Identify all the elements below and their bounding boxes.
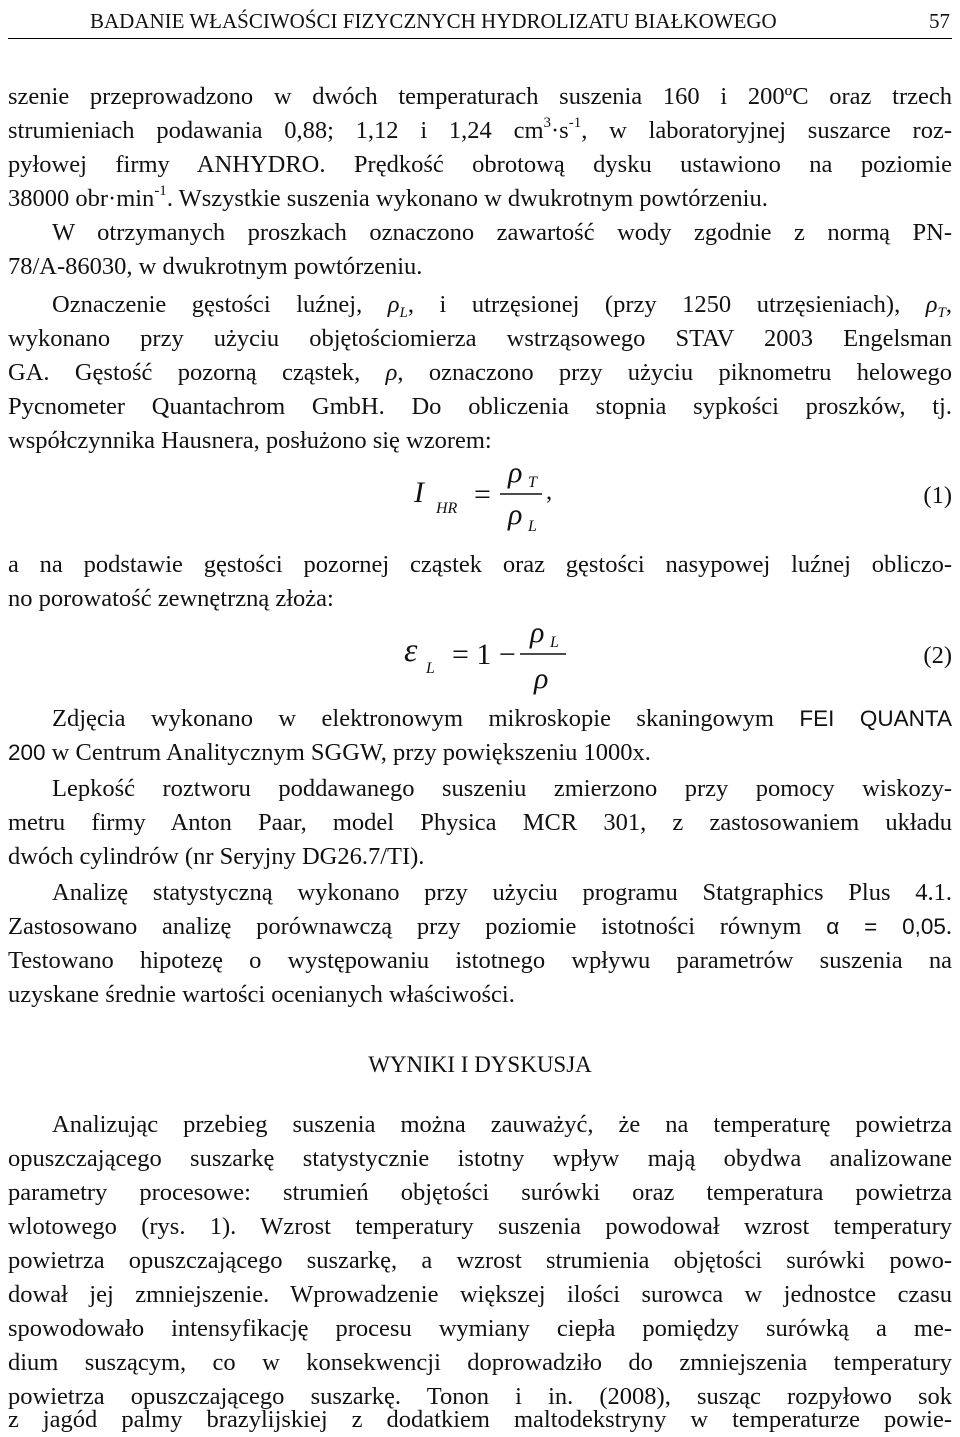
text-line: a na podstawie gęstości pozornej cząstek oraz gęstości nasypowej luźnej obliczo- [8, 551, 952, 578]
text-line: spowodowało intensyfikację procesu wymiany ciepła pomiędzy surówką a me- [8, 1315, 952, 1342]
text-line: Zdjęcia wykonano w elektronowym mikroskopie skaningowym FEI QUANTA [52, 705, 953, 732]
text-line: 200 w Centrum Analitycznym SGGW, przy powiększeniu 1000x. [8, 739, 651, 766]
text-line: uzyskane średnie wartości ocenianych właściwości. [8, 981, 515, 1008]
running-title: BADANIE WŁAŚCIWOŚCI FIZYCZNYCH HYDROLIZATU BIAŁKOWEGO [90, 9, 777, 33]
fraction-bar [520, 652, 566, 656]
text-line: metru firmy Anton Paar, model Physica MCR 301, z zastosowaniem układu [8, 809, 952, 836]
text-line: z jagód palmy brazylijskiej z dodatkiem maltodekstryny w temperaturze powie- [8, 1406, 952, 1433]
text-line: dował jej zmniejszenie. Wprowadzenie większej ilości surowca w jednostce czasu [8, 1281, 952, 1308]
text-line: parametry procesowe: strumień objętości surówki oraz temperatura powietrza [8, 1179, 952, 1206]
text-line: szenie przeprowadzono w dwóch temperaturach suszenia 160 i 200ºC oraz trzech [8, 83, 952, 110]
text-line: Pycnometer Quantachrom GmbH. Do obliczenia stopnia sypkości proszków, tj. [8, 393, 952, 420]
text-line: współczynnika Hausnera, posłużono się wzorem: [8, 427, 492, 454]
text-line: Oznaczenie gęstości luźnej, $\rho_L$, i utrzęsionej (przy 1250 utrzęsieniach), $\rho_T$, [52, 291, 952, 321]
text-line: opuszczającego suszarkę statystycznie istotny wpływ mają obydwa analizowane [8, 1145, 952, 1172]
text-line: 78/A-86030, w dwukrotnym powtórzeniu. [8, 253, 423, 280]
equation-number: (1) [923, 482, 952, 509]
text-line: strumieniach podawania 0,88; 1,12 i 1,24 $cm^3\cdot s^{-1}$, w laboratoryjnej suszarce roz- [8, 115, 952, 144]
text-line: dwóch cylindrów (nr Seryjny DG26.7/TI). [8, 843, 425, 870]
text-line: Testowano hipotezę o występowaniu istotnego wpływu parametrów suszenia na [8, 947, 952, 974]
running-header [8, 4, 952, 39]
text-line: GA. Gęstość pozorną cząstek, ρ, oznaczono przy użyciu piknometru helowego [8, 359, 952, 386]
text-line: W otrzymanych proszkach oznaczono zawartość wody zgodnie z normą PN- [52, 219, 952, 246]
fraction-bar [500, 492, 542, 496]
section-heading: WYNIKI I DYSKUSJA [368, 1052, 592, 1077]
equation-number: (2) [923, 642, 952, 669]
text-line: pyłowej firmy ANHYDRO. Prędkość obrotową dysku ustawiono na poziomie [8, 151, 952, 178]
text-line: powietrza opuszczającego suszarkę, a wzrost strumienia objętości surówki powo- [8, 1247, 952, 1274]
text-line: Analizę statystyczną wykonano przy użyciu programu Statgraphics Plus 4.1. [52, 879, 952, 906]
text-line: Lepkość roztworu poddawanego suszeniu zmierzono przy pomocy wiskozy- [52, 775, 952, 802]
page-number: 57 [929, 9, 950, 33]
text-line: dium suszącym, co w konsekwencji doprowadziło do zmniejszenia temperatury [8, 1349, 952, 1376]
equation-1: I HR = ρ T ρ L , (1) [414, 456, 952, 535]
text-line: powietrza opuszczającego suszarkę. Tonon i in. (2008), susząc rozpyłowo sok [8, 1383, 952, 1410]
text-line: wlotowego (rys. 1). Wzrost temperatury suszenia powodował wzrost temperatury [8, 1213, 952, 1240]
text-line: 38000 $obr\cdot\min^{-1}$. Wszystkie suszenia wykonano w dwukrotnym powtórzeniu. [8, 183, 768, 212]
text-line: no porowatość zewnętrzną złoża: [8, 585, 334, 612]
text-line: Zastosowano analizę porównawczą przy poziomie istotności równym α = 0,05. [8, 913, 952, 940]
text-line: wykonano przy użyciu objętościomierza wstrząsowego STAV 2003 Engelsman [8, 325, 952, 352]
text-line: Analizując przebieg suszenia można zauważyć, że na temperaturę powietrza [52, 1111, 952, 1138]
equation-2: ε L = 1 − ρ L ρ (2) [404, 616, 952, 695]
